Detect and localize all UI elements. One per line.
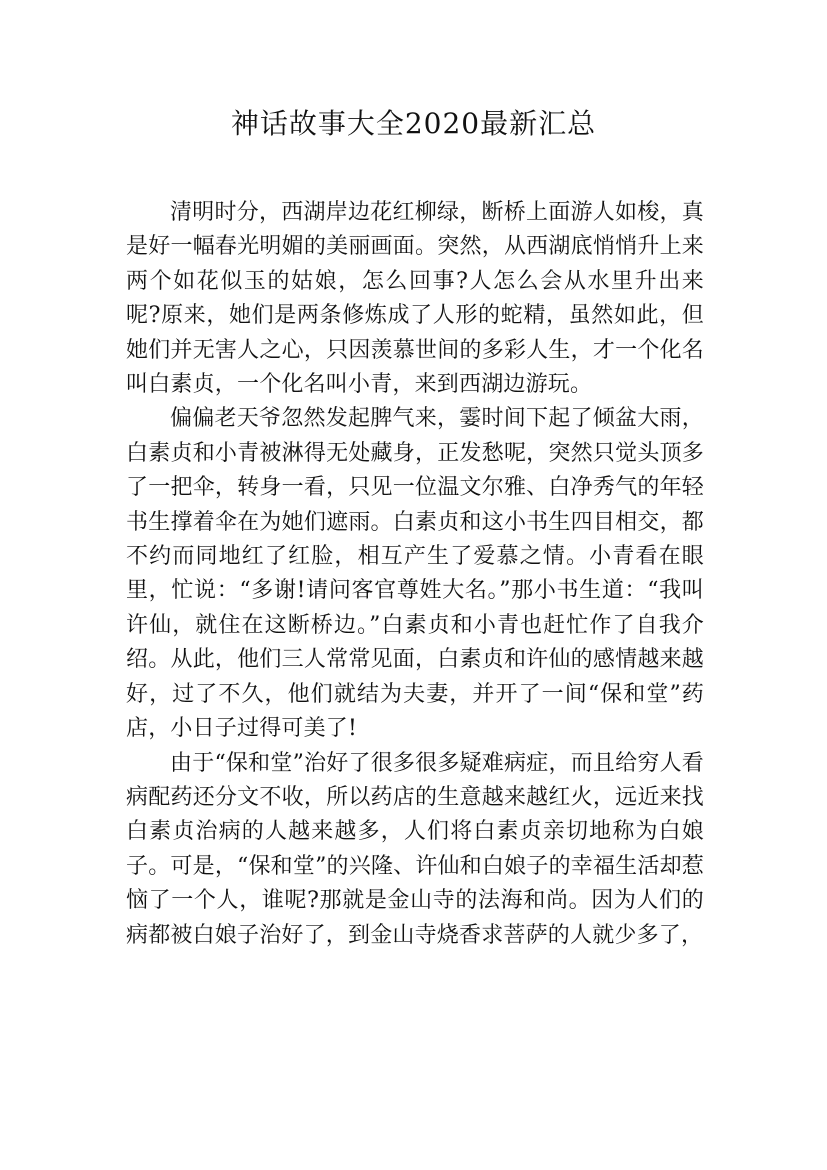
paragraph: 清明时分，西湖岸边花红柳绿，断桥上面游人如梭，真是好一幅春光明媚的美丽画面。突然，从西湖底悄悄升上来两个如花似玉的姑娘，怎么回事?人怎么会从水里升出来呢?原来，她们是两条修炼成了人形的蛇精，虽然如此，但她们并无害人之心，只因羡慕世间的多彩人生，才一个化名叫白素贞，一个化名叫小青，来到西湖边游玩。 [126,200,704,398]
paragraph: 由于“保和堂”治好了很多很多疑难病症，而且给穷人看病配药还分文不收，所以药店的生意越来越红火，远近来找白素贞治病的人越来越多，人们将白素贞亲切地称为白娘子。可是，“保和堂”的兴隆、许仙和白娘子的幸福生活却惹恼了一个人，谁呢?那就是金山寺的法海和尚。因为人们的病都被白娘子治好了，到金山寺烧香求菩萨的人就少多了， [126,750,704,948]
document-body [126,196,704,953]
paragraph: 偏偏老天爷忽然发起脾气来，霎时间下起了倾盆大雨，白素贞和小青被淋得无处藏身，正发愁呢，突然只觉头顶多了一把伞，转身一看，只见一位温文尔雅、白净秀气的年轻书生撑着伞在为她们遮雨。白素贞和这小书生四目相交，都不约而同地红了红脸，相互产生了爱慕之情。小青看在眼里，忙说：“多谢!请问客官尊姓大名。”那小书生道：“我叫许仙，就住在这断桥边。”白素贞和小青也赶忙作了自我介绍。从此，他们三人常常见面，白素贞和许仙的感情越来越好，过了不久，他们就结为夫妻，并开了一间“保和堂”药店，小日子过得可美了! [126,406,704,742]
document-title: 神话故事大全2020最新汇总 [230,107,597,140]
